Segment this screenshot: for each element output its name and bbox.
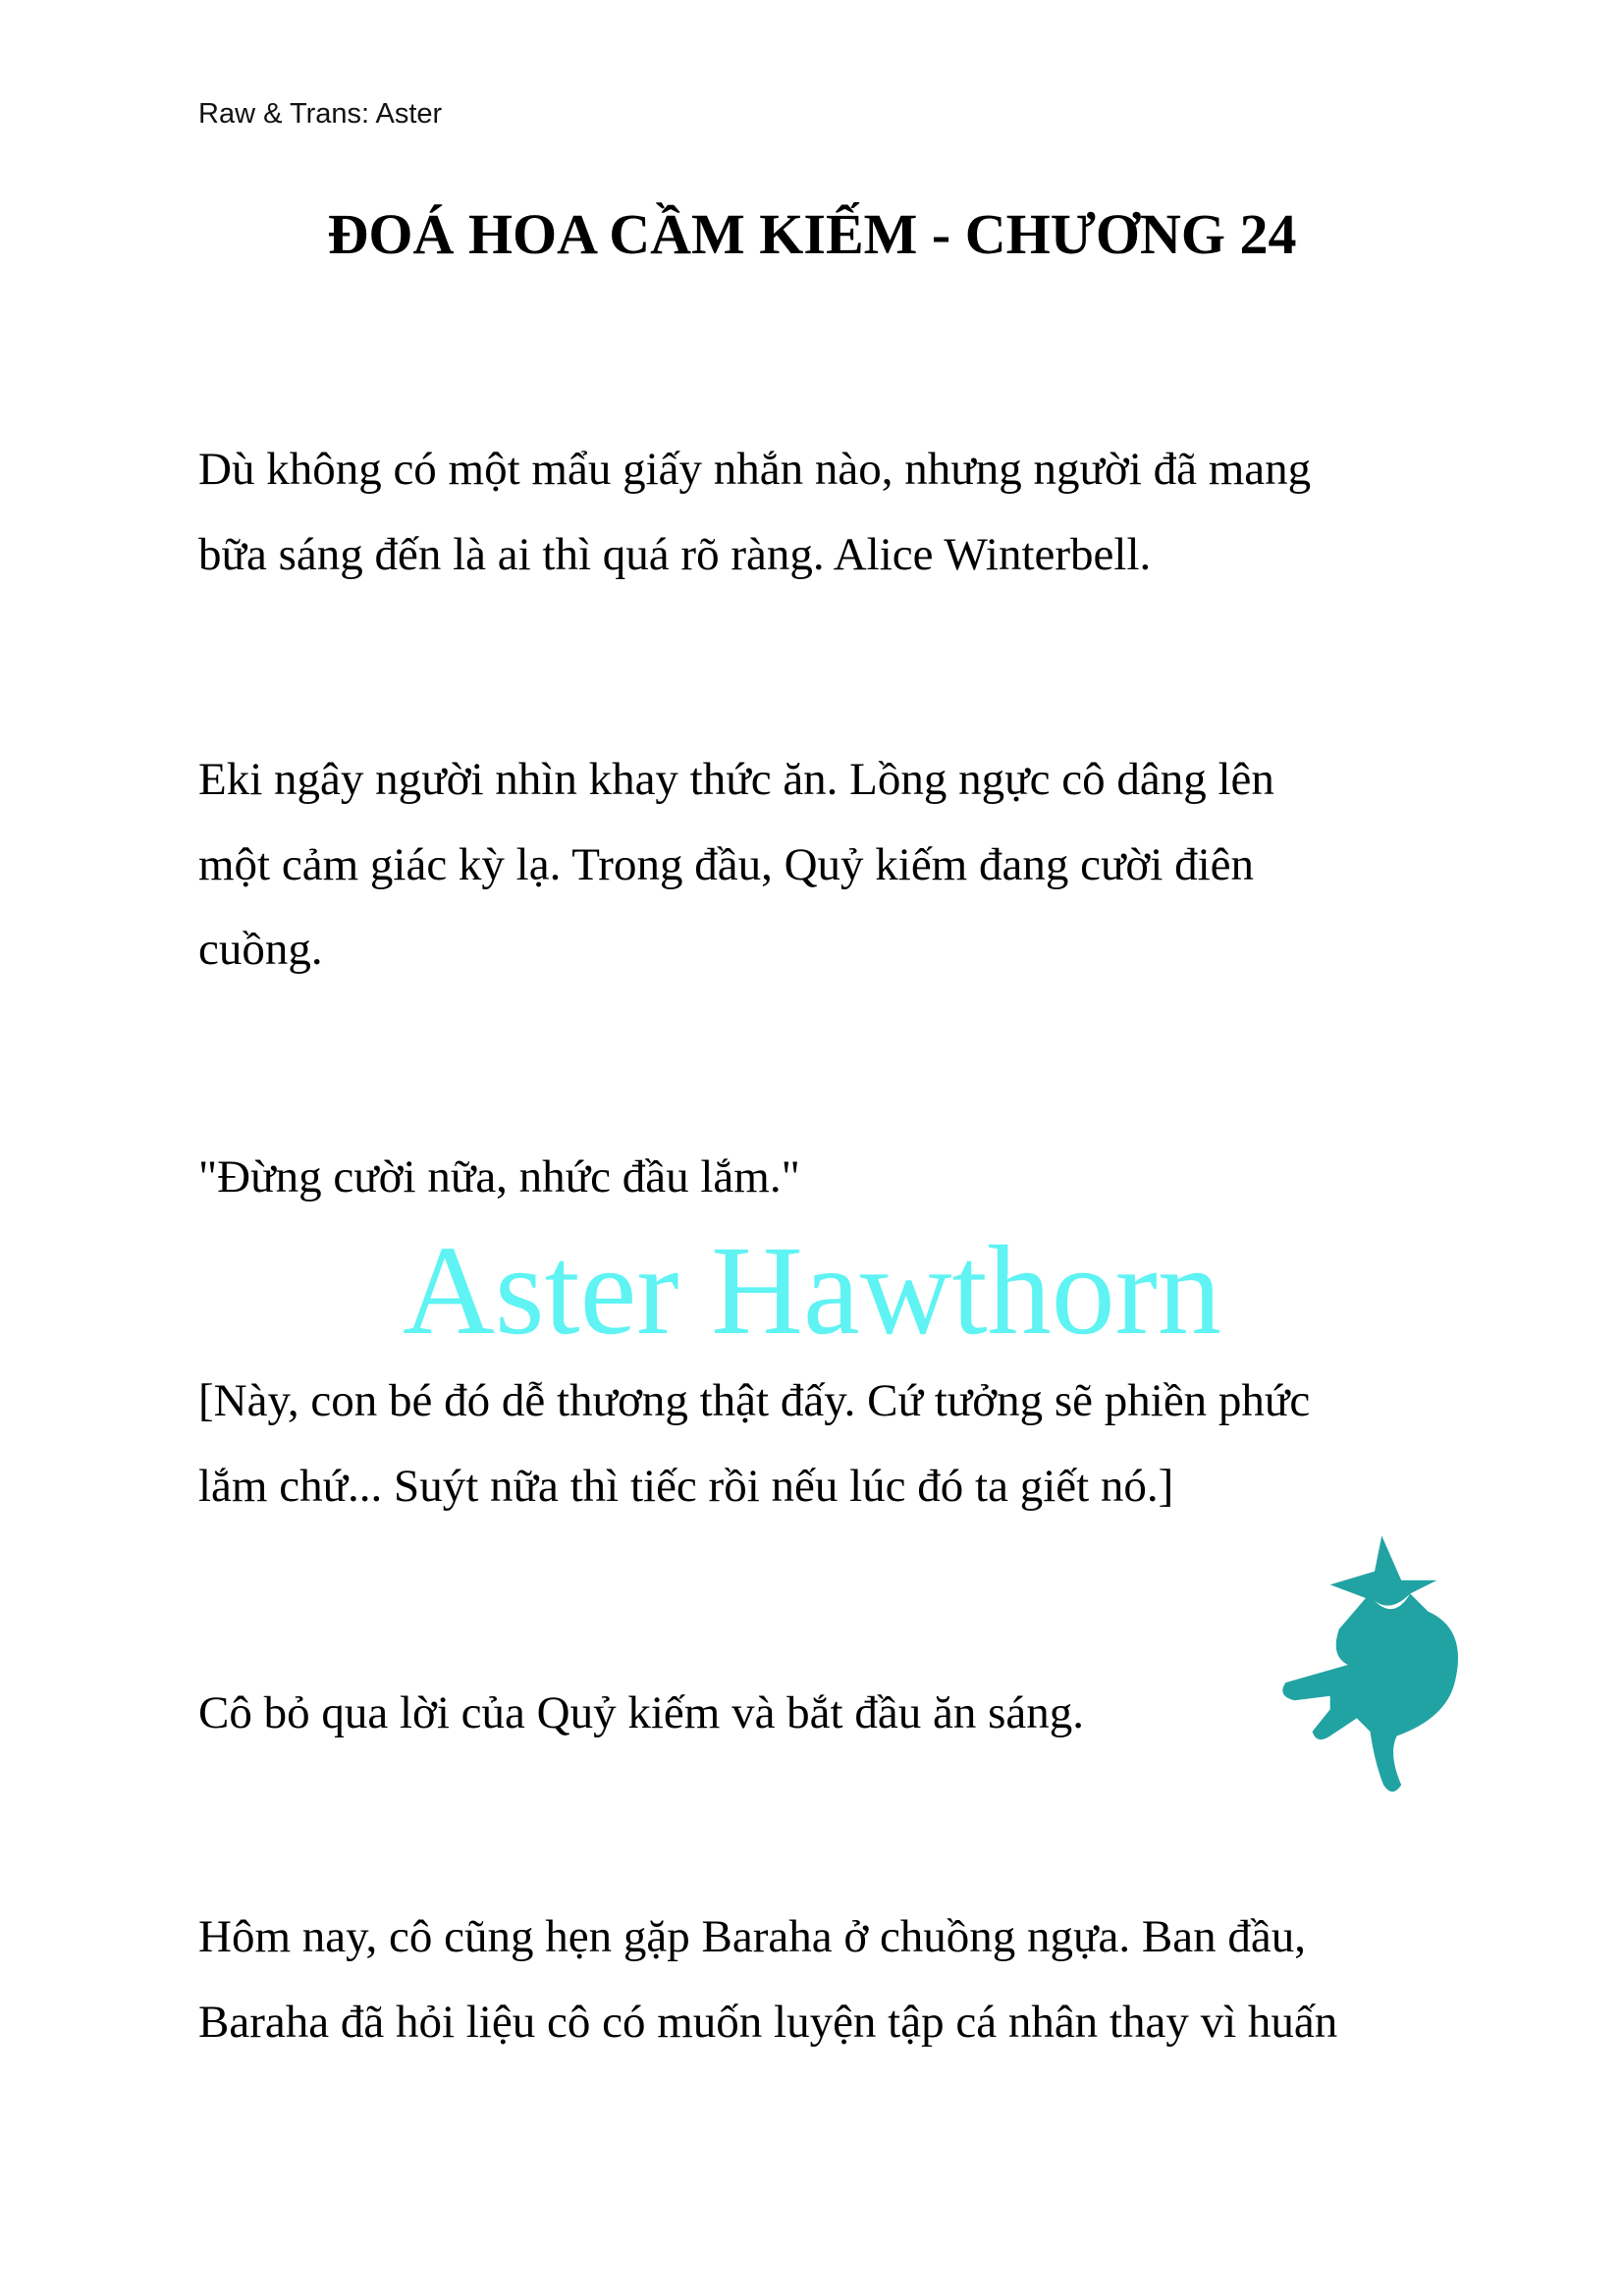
text-line: một cảm giác kỳ lạ. Trong đầu, Quỷ kiếm đang cười điên <box>198 839 1255 890</box>
text-line: "Đừng cười nữa, nhức đầu lắm." <box>198 1151 800 1202</box>
watermark-text: Aster Hawthorn <box>403 1220 1221 1362</box>
text-line: bữa sáng đến là ai thì quá rõ ràng. Alice Winterbell. <box>198 529 1152 580</box>
text-line: Cô bỏ qua lời của Quỷ kiếm và bắt đầu ăn sáng. <box>198 1687 1084 1738</box>
text-line: Dù không có một mẩu giấy nhắn nào, nhưng người đã mang <box>198 444 1312 495</box>
text-line: Hôm nay, cô cũng hẹn gặp Baraha ở chuồng ngựa. Ban đầu, <box>198 1911 1306 1962</box>
text-line: cuồng. <box>198 924 323 975</box>
chapter-title: ĐOÁ HOA CẦM KIẾM - CHƯƠNG 24 <box>327 202 1297 266</box>
text-line: Eki ngây người nhìn khay thức ăn. Lồng ngực cô dâng lên <box>198 754 1274 805</box>
text-line: [Này, con bé đó dễ thương thật đấy. Cứ tưởng sẽ phiền phức <box>198 1375 1311 1426</box>
credit-header: Raw & Trans: Aster <box>198 98 443 130</box>
cat-logo-icon <box>1276 1531 1473 1798</box>
text-line: Baraha đã hỏi liệu cô có muốn luyện tập cá nhân thay vì huấn <box>198 1997 1338 2048</box>
text-line: lắm chứ... Suýt nữa thì tiếc rồi nếu lúc đó ta giết nó.] <box>198 1461 1174 1512</box>
